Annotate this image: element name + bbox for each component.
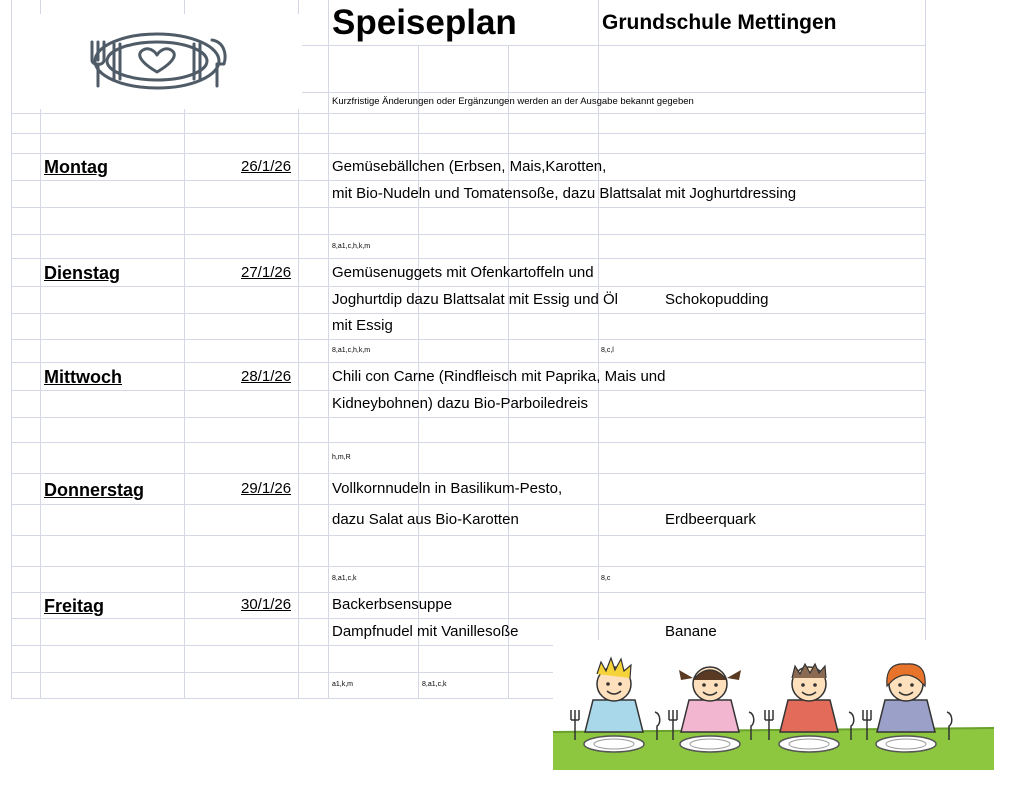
dessert: Schokopudding [665, 291, 769, 308]
day-date: 26/1/26 [241, 158, 292, 175]
day-label: Donnerstag [44, 480, 145, 500]
grid-line [11, 234, 925, 235]
dish-line: Vollkornnudeln in Basilikum-Pesto, [332, 480, 563, 497]
grid-line [302, 92, 925, 93]
grid-line [11, 672, 553, 673]
grid-line [11, 535, 925, 536]
dish-line: Gemüsenuggets mit Ofenkartoffeln und [332, 264, 594, 281]
notice-text: Kurzfristige Änderungen oder Ergänzungen werden an der Ausgabe bekannt gegeben [332, 96, 694, 107]
grid-line [11, 698, 553, 699]
grid-line [11, 362, 925, 363]
grid-line [11, 133, 925, 134]
allergen-codes: h,m,R [332, 454, 351, 461]
grid-line [11, 153, 925, 154]
dessert-allergen-codes: 8,c [601, 575, 611, 582]
grid-line [11, 390, 925, 391]
dish-line: dazu Salat aus Bio-Karotten [332, 511, 519, 528]
grid-line [11, 258, 925, 259]
allergen-codes: a1,k,m [332, 681, 354, 688]
grid-line [11, 180, 925, 181]
grid-line [11, 339, 925, 340]
dish-line: Gemüsebällchen (Erbsen, Mais,Karotten, [332, 158, 607, 175]
day-label: Montag [44, 157, 108, 177]
allergen-codes: 8,a1,c,h,k,m [332, 243, 371, 250]
children-at-table-illustration [553, 640, 994, 770]
allergen-codes: 8,a1,c,h,k,m [332, 347, 371, 354]
grid-line [302, 45, 925, 46]
grid-line [11, 592, 925, 593]
allergen-codes: 8,a1,c,k [422, 681, 447, 688]
dessert-allergen-codes: 8,c,l [601, 347, 614, 354]
dish-line: Joghurtdip dazu Blattsalat mit Essig und Öl [332, 291, 618, 308]
grid-line [11, 207, 925, 208]
dish-line: Dampfnudel mit Vanillesoße [332, 623, 519, 640]
day-date: 30/1/26 [241, 596, 292, 613]
school-name: Grundschule Mettingen [602, 11, 837, 34]
dish-line: mit Essig [332, 317, 393, 334]
grid-line [11, 313, 925, 314]
day-date: 28/1/26 [241, 368, 292, 385]
grid-line [11, 645, 553, 646]
grid-line [925, 0, 926, 640]
dish-line: mit Bio-Nudeln und Tomatensoße, dazu Blattsalat mit Joghurtdressing [332, 185, 797, 202]
dish-line: Kidneybohnen) dazu Bio-Parboiledreis [332, 395, 588, 412]
grid-line [11, 504, 925, 505]
grid-line [11, 618, 925, 619]
grid-line [11, 113, 925, 114]
day-label: Dienstag [44, 263, 121, 283]
day-label: Freitag [44, 596, 105, 616]
page-title: Speiseplan [332, 3, 517, 42]
day-date: 27/1/26 [241, 264, 292, 281]
allergen-codes: 8,a1,c,k [332, 575, 357, 582]
grid-line [11, 473, 925, 474]
grid-line [328, 0, 329, 698]
day-date: 29/1/26 [241, 480, 292, 497]
plate-heart-fork-knife-icon [12, 14, 302, 109]
dish-line: Chili con Carne (Rindfleisch mit Paprika, Mais und [332, 368, 666, 385]
dessert: Erdbeerquark [665, 511, 756, 528]
grid-line [11, 566, 925, 567]
dish-line: Backerbsensuppe [332, 596, 453, 613]
logo [12, 14, 302, 109]
grid-line [11, 442, 925, 443]
grid-line [11, 417, 925, 418]
dessert: Banane [665, 623, 717, 640]
grid-line [11, 286, 925, 287]
day-label: Mittwoch [44, 367, 122, 387]
